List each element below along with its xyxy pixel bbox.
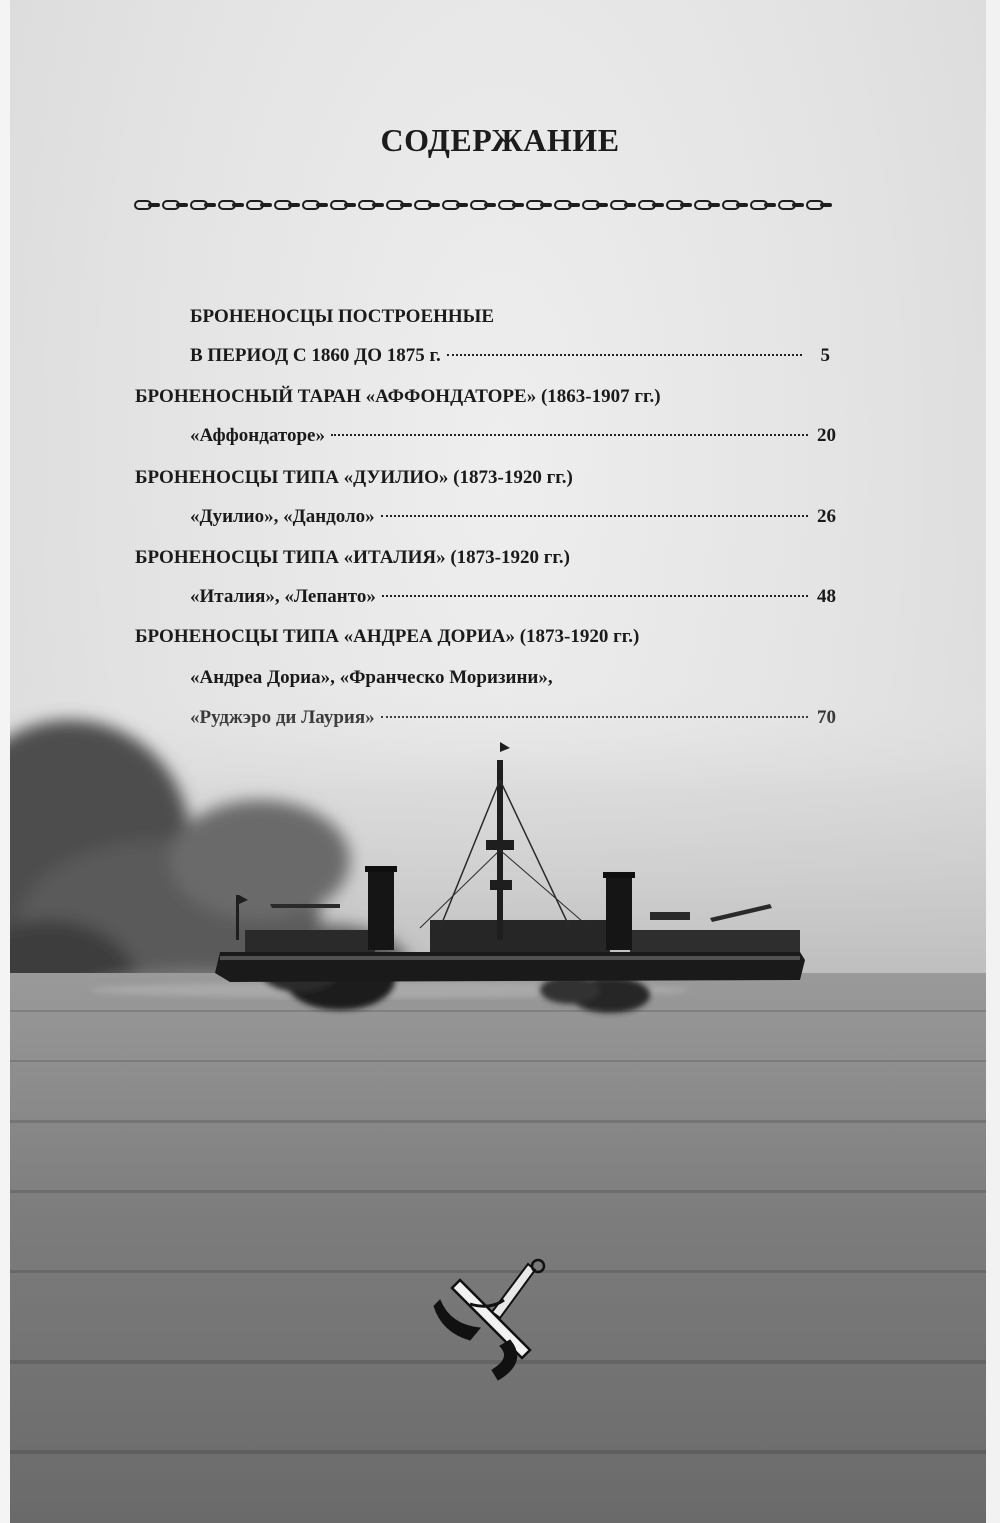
toc-entry-text: «Аффондаторе» <box>190 425 325 446</box>
toc-entry-3[interactable] <box>190 505 836 529</box>
page-number: 20 <box>817 425 836 446</box>
page-number: 48 <box>817 586 836 607</box>
dot-leader <box>381 515 808 517</box>
table-of-contents <box>0 0 1000 760</box>
section-heading-duilio: БРОНЕНОСЦЫ ТИПА «ДУИЛИО» (1873-1920 гг.) <box>135 467 573 488</box>
toc-entry-4[interactable] <box>190 585 836 609</box>
section-heading-andrea-doria: БРОНЕНОСЦЫ ТИПА «АНДРЕА ДОРИА» (1873-1920 гг.) <box>135 626 640 647</box>
section-heading-affondatore: БРОНЕНОСНЫЙ ТАРАН «АФФОНДАТОРЕ» (1863-1907 гг.) <box>135 386 661 407</box>
dot-leader <box>331 434 808 436</box>
toc-entry-5-line-1: «Андреа Дориа», «Франческо Моризини», <box>190 667 553 688</box>
page-number: 5 <box>820 345 830 366</box>
toc-entry-2[interactable] <box>190 424 836 448</box>
toc-entry-text: «Дуилио», «Дандоло» <box>190 506 375 527</box>
toc-entry-text: «Италия», «Лепанто» <box>190 586 376 607</box>
ironclad-photo <box>10 690 986 1523</box>
dot-leader <box>382 595 808 597</box>
toc-entry-1-line-2: В ПЕРИОД С 1860 ДО 1875 г. <box>190 345 441 366</box>
toc-entry-1[interactable] <box>190 344 830 368</box>
page-number: 26 <box>817 506 836 527</box>
dot-leader <box>447 354 802 356</box>
toc-entry-1-line-1: БРОНЕНОСЦЫ ПОСТРОЕННЫЕ <box>190 306 494 327</box>
page-title: СОДЕРЖАНИЕ <box>380 122 620 158</box>
section-heading-italia: БРОНЕНОСЦЫ ТИПА «ИТАЛИЯ» (1873-1920 гг.) <box>135 547 570 568</box>
